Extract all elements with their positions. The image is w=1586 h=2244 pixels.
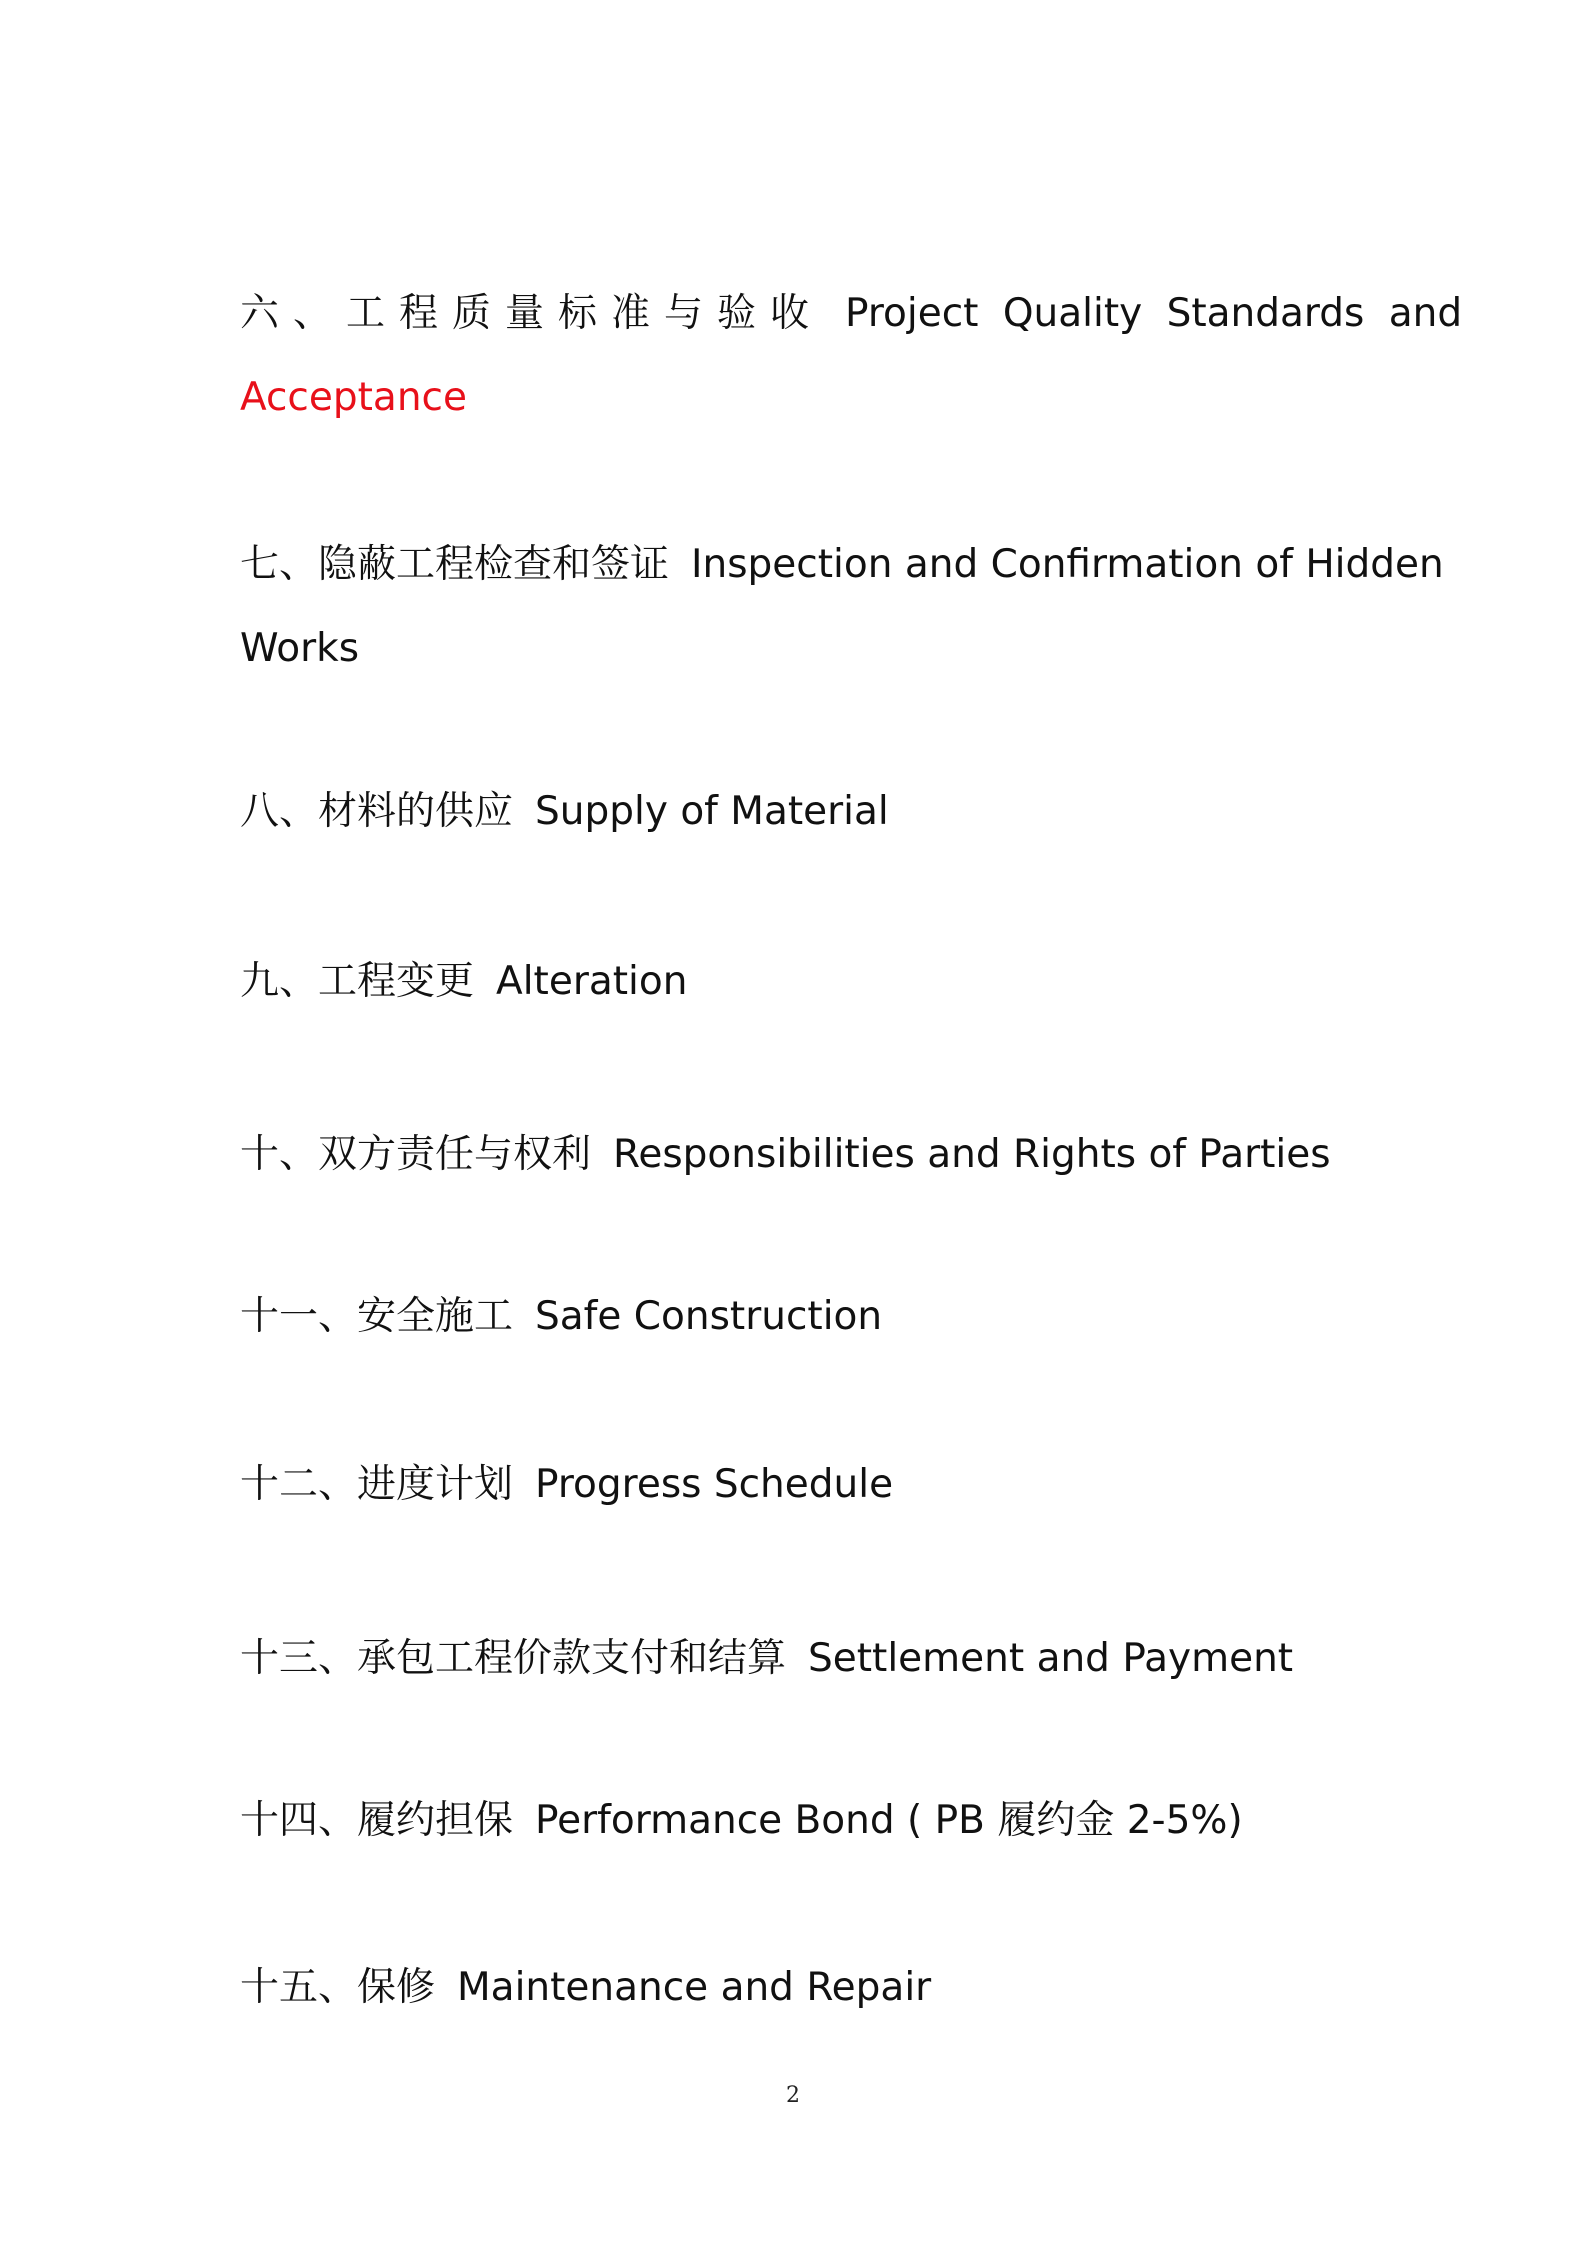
section-title-en: Inspection and Confirmation of Hidden xyxy=(691,542,1444,587)
section-title-en-continued: Works xyxy=(240,626,360,671)
section-heading-8 xyxy=(240,770,1350,854)
section-heading-13 xyxy=(240,1617,1350,1701)
section-heading-10 xyxy=(240,1113,1350,1197)
section-title-en: Supply of Material xyxy=(535,789,889,834)
section-heading-12 xyxy=(240,1443,1350,1527)
section-title-en-continued: Acceptance xyxy=(240,375,467,420)
section-title-cn: 十二、进度计划 xyxy=(240,1462,514,1507)
section-title-en: Settlement and Payment xyxy=(808,1636,1294,1681)
section-title-cn: 六、工程质量标准与验收 xyxy=(240,291,824,336)
section-heading-15 xyxy=(240,1946,1350,2030)
section-title-cn: 九、工程变更 xyxy=(240,959,475,1004)
section-title-cn: 八、材料的供应 xyxy=(240,789,514,834)
section-title-en: Performance Bond ( PB 履约金 2-5%) xyxy=(535,1798,1243,1843)
section-heading-6 xyxy=(240,272,1463,356)
section-heading-11 xyxy=(240,1275,1350,1359)
section-title-cn: 十一、安全施工 xyxy=(240,1294,514,1339)
section-title-en: Progress Schedule xyxy=(535,1462,894,1507)
section-title-en: Responsibilities and Rights of Parties xyxy=(613,1132,1331,1177)
section-title-en: Project Quality Standards and xyxy=(845,291,1463,336)
section-heading-9 xyxy=(240,940,1350,1024)
section-heading-7 xyxy=(240,523,1444,607)
section-title-cn: 十三、承包工程价款支付和结算 xyxy=(240,1636,787,1681)
section-title-cn: 十四、履约担保 xyxy=(240,1798,514,1843)
section-title-cn: 七、隐蔽工程检查和签证 xyxy=(240,542,670,587)
section-heading-14 xyxy=(240,1779,1350,1863)
section-title-en: Alteration xyxy=(496,959,688,1004)
section-title-en: Maintenance and Repair xyxy=(457,1965,932,2010)
section-title-en: Safe Construction xyxy=(535,1294,883,1339)
section-title-cn: 十五、保修 xyxy=(240,1965,436,2010)
section-title-cn: 十、双方责任与权利 xyxy=(240,1132,592,1177)
page-number: 2 xyxy=(786,2083,800,2108)
